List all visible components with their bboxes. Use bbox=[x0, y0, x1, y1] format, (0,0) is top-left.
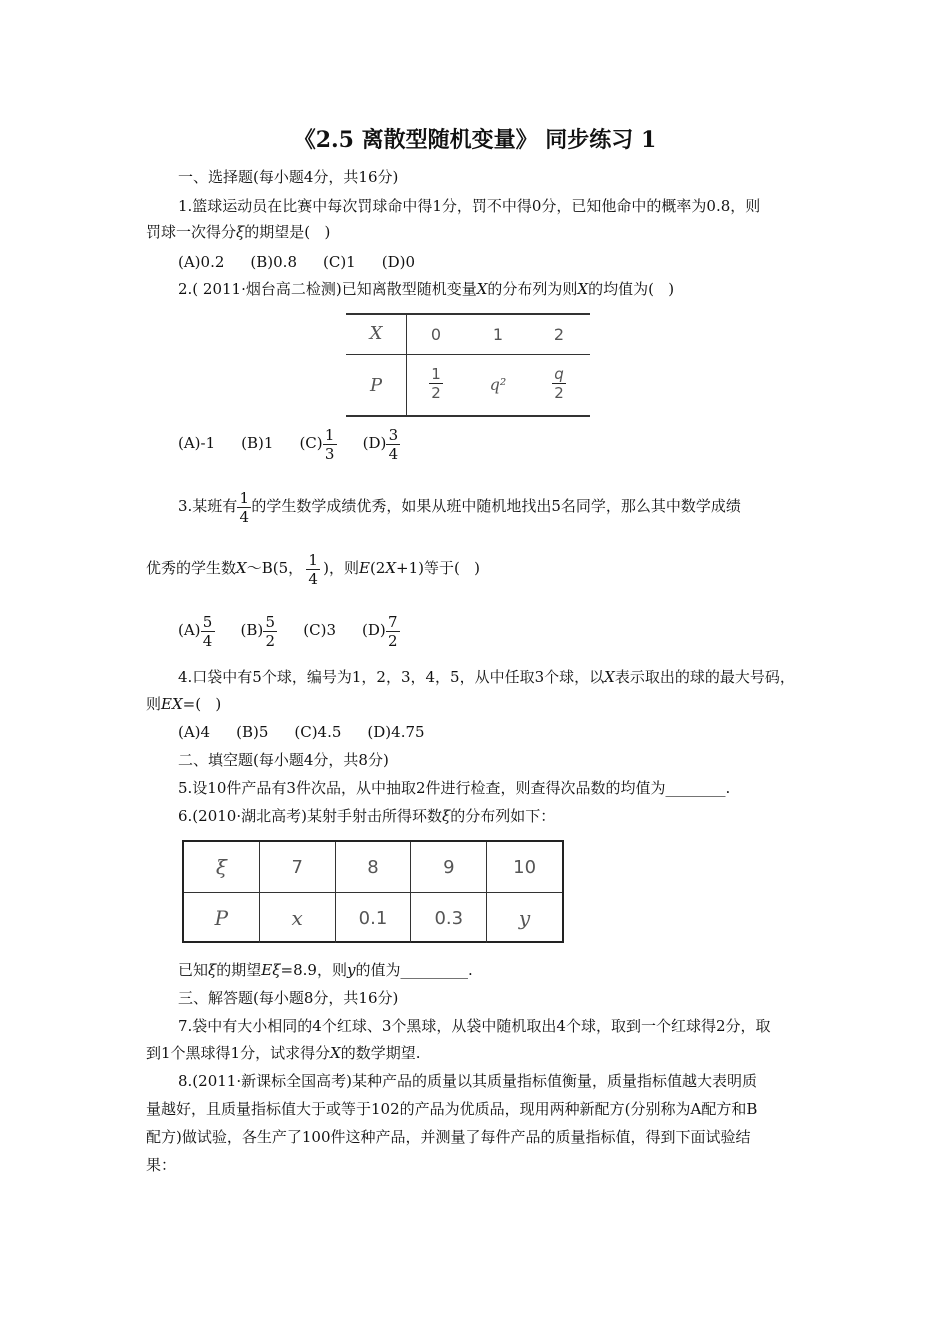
q7-line2: 到1个黑球得1分，试求得分X的数学期望. bbox=[146, 1044, 421, 1062]
page-title: 《2.5 离散型随机变量》 同步练习 1 bbox=[293, 127, 657, 153]
q4-option-c[interactable]: (C)4.5 bbox=[294, 723, 342, 741]
q3-option-a[interactable]: (A) $\frac{5}{4}$ bbox=[178, 608, 215, 652]
q1-option-c[interactable]: (C)1 bbox=[323, 253, 356, 271]
q2-table-x-0: 0 bbox=[430, 325, 442, 344]
q3-options bbox=[178, 608, 426, 652]
q6-table-head-8: 8 bbox=[336, 842, 412, 892]
q2-table-p-2: $\frac{q}{2}$ bbox=[529, 365, 589, 402]
q8-line1: 8.(2011·新课标全国高考)某种产品的质量以其质量指标值衡量，质量指标值越大表明质 bbox=[178, 1072, 757, 1090]
q2-option-b[interactable]: (B)1 bbox=[241, 434, 274, 452]
q8-line2: 量越好，且质量指标值大于或等于102的产品为优质品，现用两种新配方(分别称为A配方和B bbox=[146, 1100, 758, 1118]
q2-table-x-1: 1 bbox=[492, 325, 504, 344]
q3-option-c[interactable]: (C)3 bbox=[303, 621, 337, 639]
section-heading-fill: 二、填空题(每小题4分，共8分) bbox=[178, 751, 389, 769]
q5-text: 5.设10件产品有3件次品，从中抽取2件进行检查，则查得次品数的均值为________. bbox=[178, 779, 731, 797]
q3-option-b[interactable]: (B) $\frac{5}{2}$ bbox=[241, 608, 278, 652]
q6-table-head-7: 7 bbox=[260, 842, 336, 892]
q2-option-d[interactable]: (D) $\frac{3}{4}$ bbox=[363, 422, 401, 464]
q2-table-x-label: X bbox=[369, 323, 383, 344]
section-heading-choice: 一、选择题(每小题4分，共16分) bbox=[178, 168, 399, 186]
q4-line1: 4.口袋中有5个球，编号为1，2，3，4，5，从中任取3个球，以X表示取出的球的最大号码， bbox=[178, 668, 795, 686]
q4-line2: 则EX=( ) bbox=[146, 695, 222, 713]
q6-table-head-9: 9 bbox=[411, 842, 487, 892]
q1-line2: 罚球一次得分ξ的期望是( ) bbox=[146, 223, 331, 241]
q6-table-p-label: P bbox=[184, 893, 260, 943]
q3-option-d[interactable]: (D) $\frac{7}{2}$ bbox=[362, 608, 400, 652]
q2-option-c[interactable]: (C) $\frac{1}{3}$ bbox=[299, 422, 336, 464]
q1-option-b[interactable]: (B)0.8 bbox=[250, 253, 297, 271]
q4-option-a[interactable]: (A)4 bbox=[178, 723, 211, 741]
q2-table-p-1: q² bbox=[489, 375, 507, 394]
q3-line2: 优秀的学生数X～B(5， $\frac{1}{4}$ )，则E(2X+1)等于( ) bbox=[146, 550, 481, 588]
q1-line1: 1.篮球运动员在比赛中每次罚球命中得1分，罚不中得0分，已知他命中的概率为0.8，则 bbox=[178, 197, 761, 215]
q6-table-p-01: 0.1 bbox=[336, 893, 412, 943]
q3-line1: 3.某班有 $\frac{1}{4}$ 的学生数学成绩优秀，如果从班中随机地找出5名同学，那么其中数学成绩 bbox=[178, 488, 741, 526]
q1-options bbox=[178, 252, 441, 272]
q2-table-p-label: P bbox=[369, 375, 383, 396]
q8-line3: 配方)做试验，各生产了100件这种产品，并测量了每件产品的质量指标值，得到下面试验结 bbox=[146, 1128, 751, 1146]
q6-table-head-xi: ξ bbox=[184, 842, 260, 892]
q6-stem: 6.(2010·湖北高考)某射手射击所得环数ξ的分布列如下： bbox=[178, 807, 556, 825]
q2-distribution-table bbox=[346, 313, 590, 417]
q4-option-b[interactable]: (B)5 bbox=[236, 723, 269, 741]
q2-table-x-2: 2 bbox=[553, 325, 565, 344]
q6-condition: 已知ξ的期望Eξ=8.9，则y的值为_________. bbox=[178, 961, 473, 979]
q7-line1: 7.袋中有大小相同的4个红球、3个黑球，从袋中随机取出4个球，取到一个红球得2分，取 bbox=[178, 1017, 771, 1035]
q4-options bbox=[178, 722, 451, 742]
section-heading-solve: 三、解答题(每小题8分，共16分) bbox=[178, 989, 399, 1007]
q6-table-p-03: 0.3 bbox=[411, 893, 487, 943]
q6-distribution-table bbox=[182, 840, 564, 943]
q6-table-p-y: y bbox=[518, 906, 531, 930]
q2-table-p-0: $\frac{1}{2}$ bbox=[406, 365, 466, 402]
q1-option-d[interactable]: (D)0 bbox=[381, 253, 416, 271]
q2-stem: 2.( 2011·烟台高二检测)已知离散型随机变量X的分布列为则X的均值为( ) bbox=[178, 280, 675, 298]
q4-option-d[interactable]: (D)4.75 bbox=[367, 723, 425, 741]
q6-table-head-10: 10 bbox=[513, 856, 537, 878]
q8-line4: 果： bbox=[146, 1156, 177, 1174]
q1-option-a[interactable]: (A)0.2 bbox=[178, 253, 225, 271]
q6-table-p-x: x bbox=[260, 893, 336, 943]
q2-options bbox=[178, 422, 426, 464]
q2-option-a[interactable]: (A)-1 bbox=[178, 434, 216, 452]
